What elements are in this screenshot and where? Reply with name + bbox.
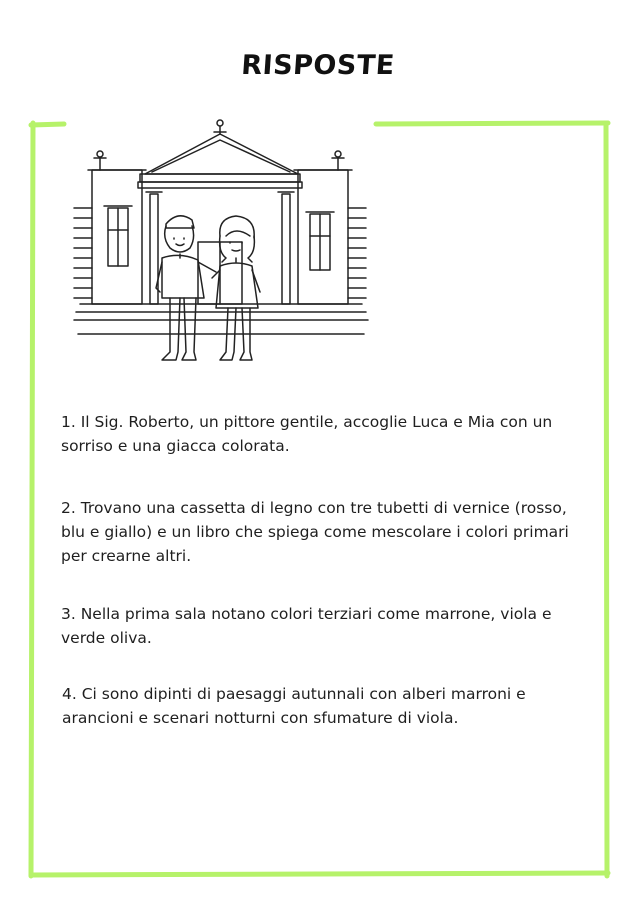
answer-3: 3. Nella prima sala notano colori terziari come marrone, viola e verde oliva. <box>61 605 552 647</box>
answer-4: 4. Ci sono dipinti di paesaggi autunnali con alberi marroni e arancioni e scenari notturni con sfumature di viola. <box>62 685 526 727</box>
answer-1: 1. Il Sig. Roberto, un pittore gentile, accoglie Luca e Mia con un sorriso e una giacca colorata. <box>61 413 553 455</box>
answer-2: 2. Trovano una cassetta di legno con tre tubetti di vernice (rosso, blu e giallo) e un libro che spiega come mescolare i colori primari per crearne altri. <box>61 499 569 565</box>
page-title: RISPOSTE <box>240 50 396 81</box>
school-building-with-two-children-icon <box>70 112 370 380</box>
